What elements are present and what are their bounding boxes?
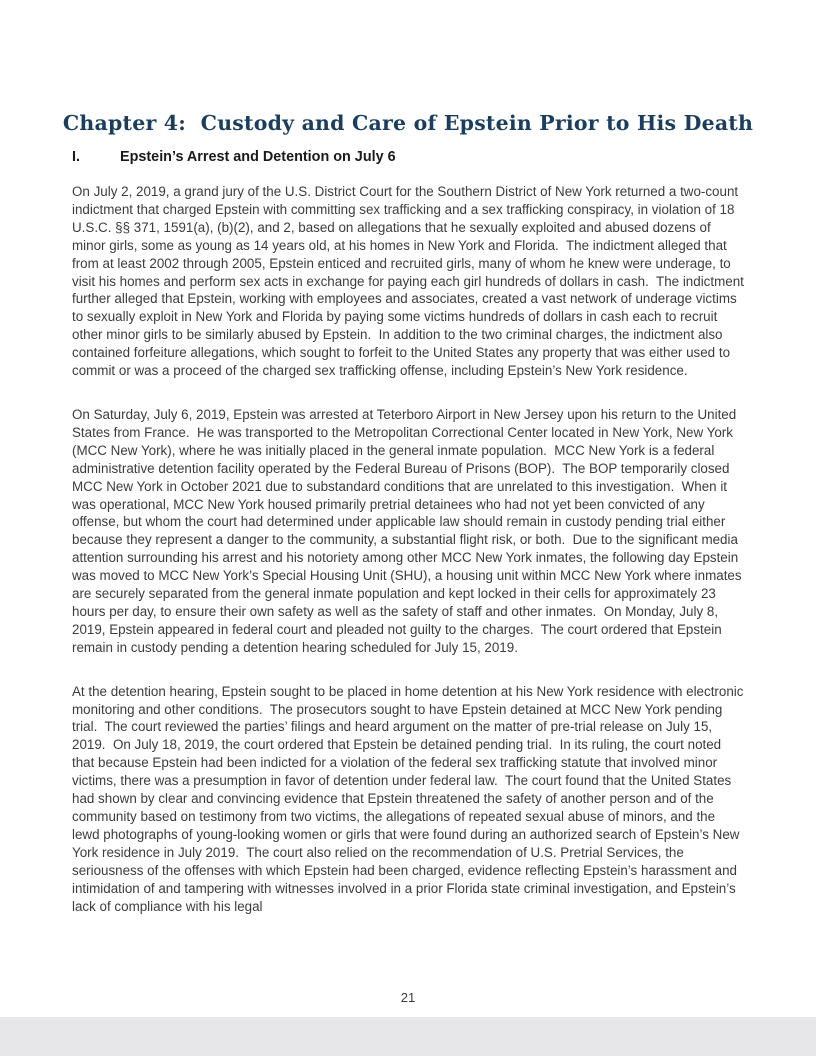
section-heading <box>72 149 744 165</box>
paragraph-1: On July 2, 2019, a grand jury of the U.S. District Court for the Southern District of New York returned a two-count indictment that charged Epstein with committing sex trafficking and a sex trafficking conspiracy, in violation of 18 U.S.C. §§ 371, 1591(a), (b)(2), and 2, based on allegations that he sexually exploited and abused dozens of minor girls, some as young as 14 years old, at his homes in New York and Florida. The indictment alleged that from at least 2002 through 2005, Epstein enticed and recruited girls, many of whom he knew were underage, to visit his homes and perform sex acts in exchange for paying each girl hundreds of dollars in cash. The indictment further alleged that Epstein, working with employees and associates, created a vast network of underage victims to sexually exploit in New York and Florida by paying some victims hundreds of dollars in cash each to recruit other minor girls to be similarly abused by Epstein. In addition to the two criminal charges, the indictment also contained forfeiture allegations, which sought to forfeit to the United States any property that was either used to commit or was a proceed of the charged sex trafficking offense, including Epstein’s New York residence. <box>72 184 748 379</box>
paragraph-3: At the detention hearing, Epstein sought to be placed in home detention at his New York residence with electronic monitoring and other conditions. The prosecutors sought to have Epstein detained at MCC New York pending trial. The court reviewed the parties’ filings and heard argument on the matter of pre-trial release on July 15, 2019. On July 18, 2019, the court ordered that Epstein be detained pending trial. In its ruling, the court noted that because Epstein had been indicted for a violation of the federal sex trafficking statute that involved minor victims, there was a presumption in favor of detention under federal law. The court found that the United States had shown by clear and convincing evidence that Epstein threatened the safety of another person and of the community based on testimony from two victims, the allegations of repeated sexual abuse of minors, and the lewd photographs of young-looking women or girls that were found during an authorized search of Epstein’s New York residence in July 2019. The court also relied on the recommendation of U.S. Pretrial Services, the seriousness of the offenses with which Epstein had been charged, evidence reflecting Epstein’s harassment and intimidation of and tampering with witnesses involved in a prior Florida state criminal investigation, and Epstein’s lack of compliance with his legal <box>72 683 748 914</box>
chapter-title: Chapter 4: Custody and Care of Epstein Prior to His Death <box>62 110 754 135</box>
section-heading-label: Epstein’s Arrest and Detention on July 6 <box>120 149 396 165</box>
paragraph-2: On Saturday, July 6, 2019, Epstein was arrested at Teterboro Airport in New Jersey upon his return to the United States from France. He was transported to the Metropolitan Correctional Center located in New York, New York (MCC New York), where he was initially placed in the general inmate population. MCC New York is a federal administrative detention facility operated by the Federal Bureau of Prisons (BOP). The BOP temporarily closed MCC New York in October 2021 due to substandard conditions that are unrelated to this investigation. When it was operational, MCC New York housed primarily pretrial detainees who had not yet been convicted of any offense, but whom the court had determined under applicable law should remain in custody pending trial either because they represent a danger to the community, a substantial flight risk, or both. Due to the significant media attention surrounding his arrest and his notoriety among other MCC New York inmates, the following day Epstein was moved to MCC New York’s Special Housing Unit (SHU), a housing unit within MCC New York where inmates are securely separated from the general inmate population and kept locked in their cells for approximately 23 hours per day, to ensure their own safety as well as the safety of staff and other inmates. On Monday, July 8, 2019, Epstein appeared in federal court and pleaded not guilty to the charges. The court ordered that Epstein remain in custody pending a detention hearing scheduled for July 15, 2019. <box>72 406 746 655</box>
footer-bar <box>0 1017 816 1056</box>
page-number: 21 <box>400 990 416 1005</box>
body-text <box>72 183 746 941</box>
section-numeral: I. <box>72 149 80 165</box>
